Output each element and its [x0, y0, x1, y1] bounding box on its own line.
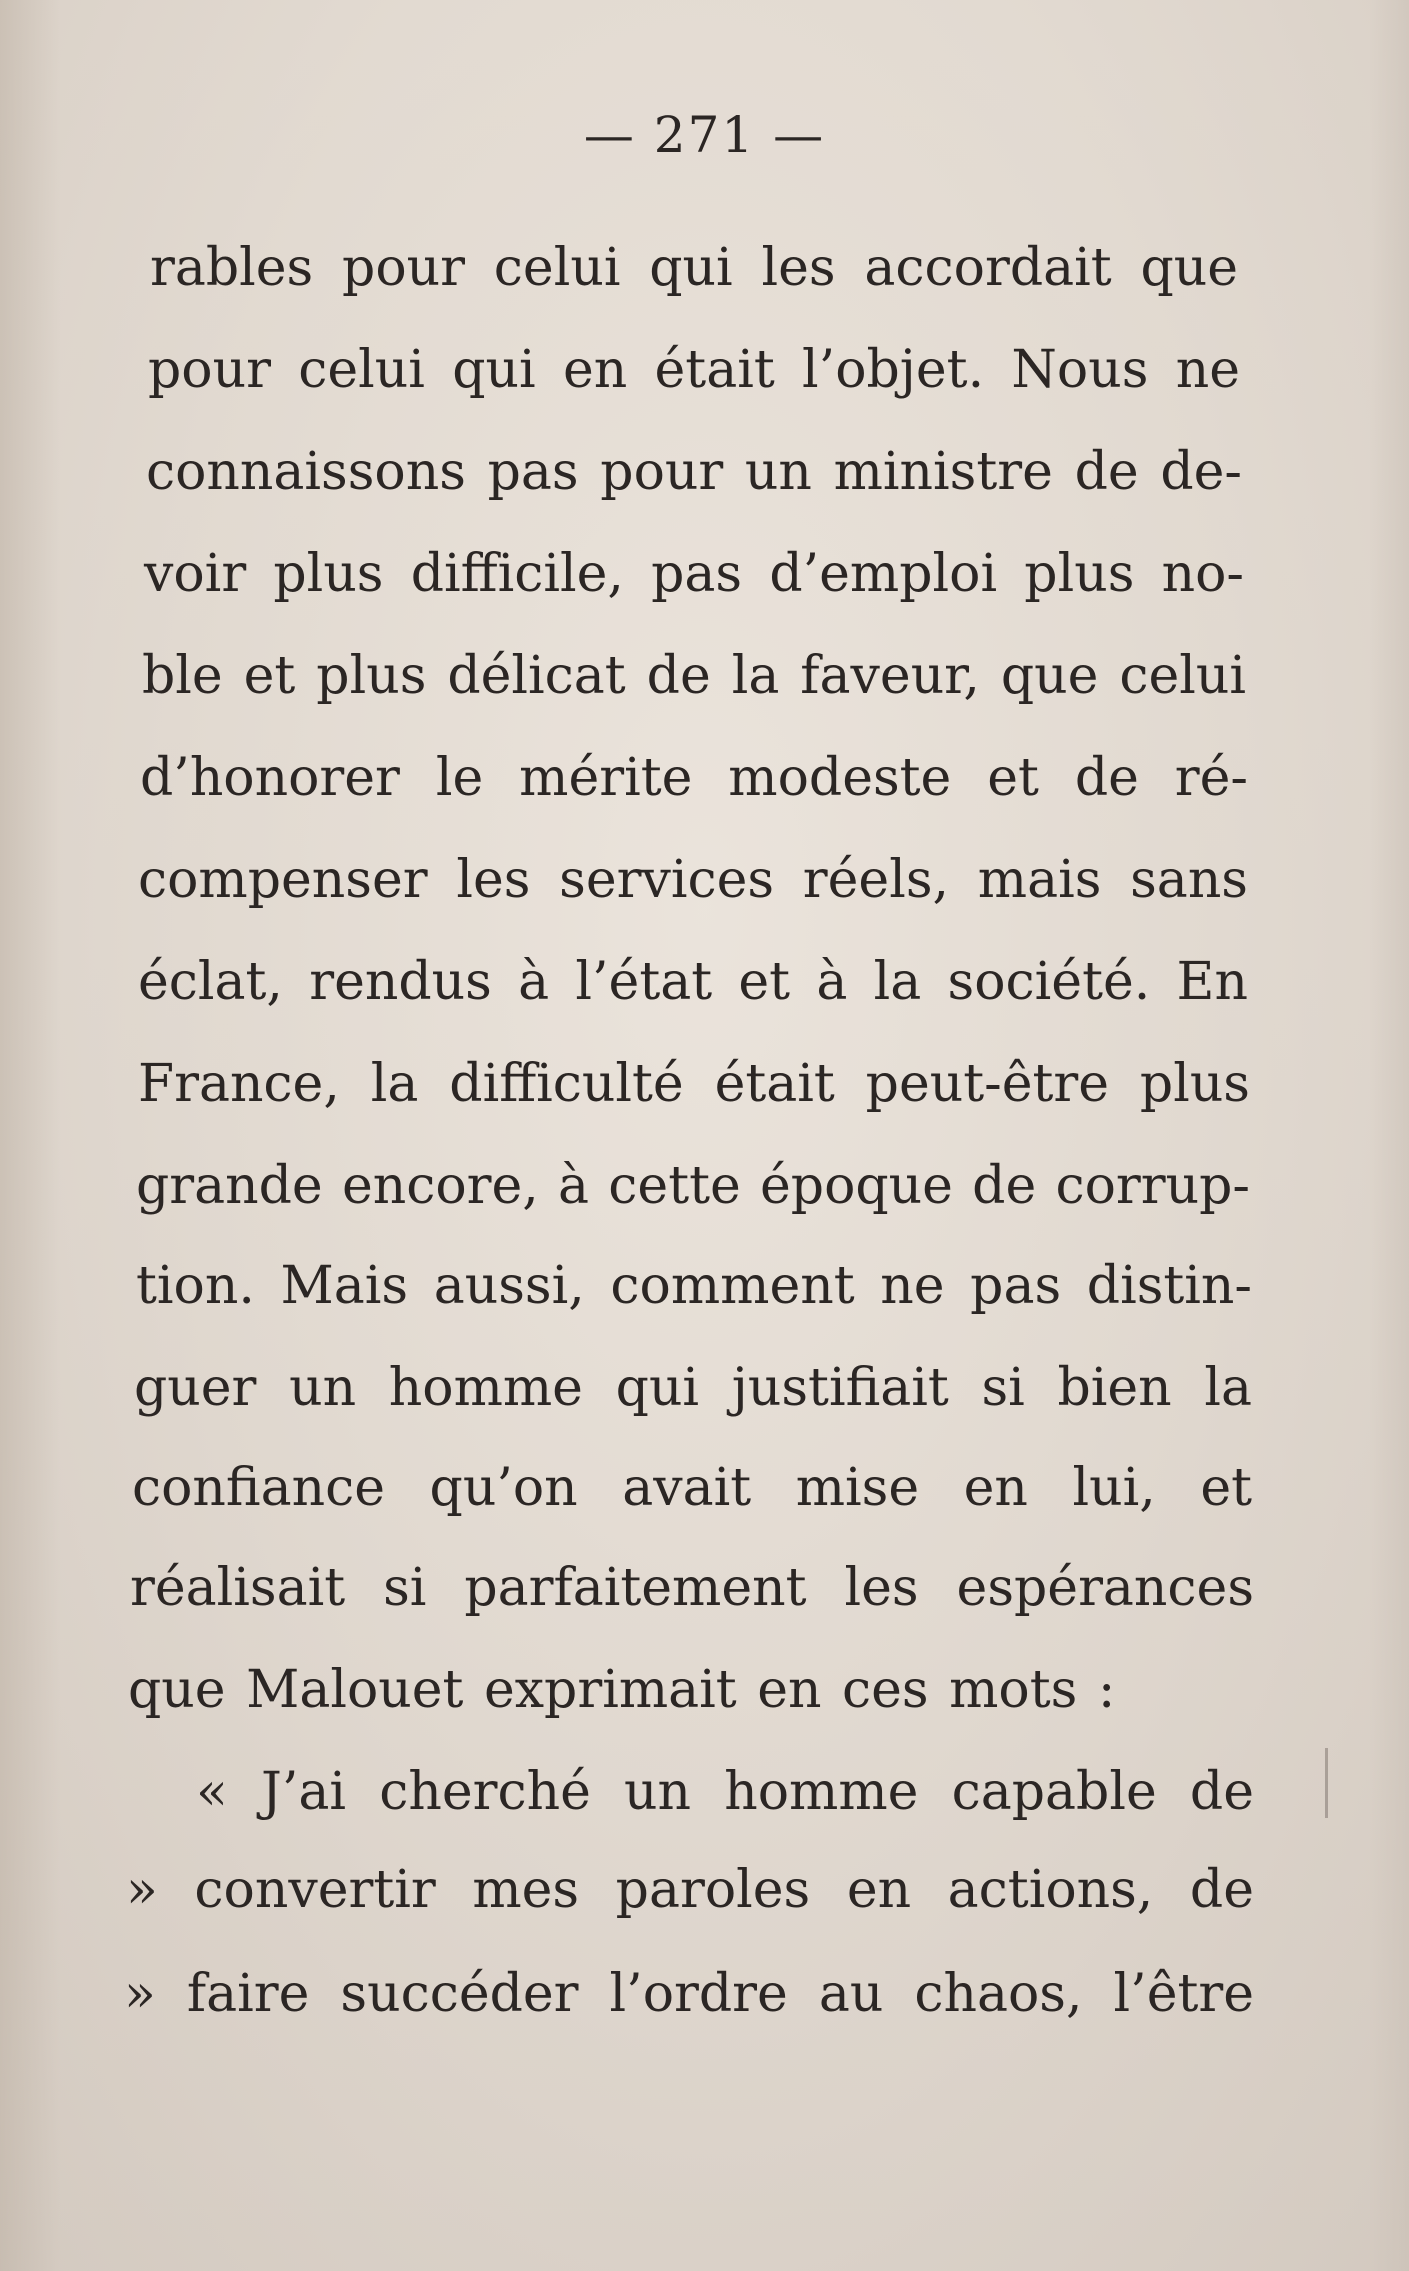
- text-line: d’honorer le mérite modeste et de ré-: [140, 748, 1248, 808]
- text-line: » faire succéder l’ordre au chaos, l’être: [124, 1964, 1254, 2024]
- text-line: « J’ai cherché un homme capable de: [196, 1762, 1254, 1822]
- text-line: compenser les services réels, mais sans: [138, 850, 1248, 910]
- text-line: confiance qu’on avait mise en lui, et: [132, 1458, 1252, 1518]
- page-number: — 271 —: [583, 106, 826, 164]
- text-line: guer un homme qui justifiait si bien la: [134, 1358, 1252, 1418]
- text-line: éclat, rendus à l’état et à la société. En: [138, 952, 1248, 1012]
- text-line: » convertir mes paroles en actions, de: [126, 1860, 1254, 1920]
- text-line: pour celui qui en était l’objet. Nous ne: [148, 340, 1240, 400]
- text-line: ble et plus délicat de la faveur, que celui: [142, 646, 1246, 706]
- text-line: que Malouet exprimait en ces mots :: [128, 1660, 1116, 1720]
- margin-mark: [1325, 1748, 1328, 1818]
- text-line: tion. Mais aussi, comment ne pas distin-: [136, 1256, 1252, 1316]
- text-line: connaissons pas pour un ministre de de-: [146, 442, 1242, 502]
- text-line: rables pour celui qui les accordait que: [150, 238, 1238, 298]
- text-line: voir plus difficile, pas d’emploi plus no-: [144, 544, 1244, 604]
- text-line: réalisait si parfaitement les espérances: [130, 1558, 1254, 1618]
- text-line: grande encore, à cette époque de corrup-: [136, 1156, 1250, 1216]
- text-line: France, la difficulté était peut-être plus: [138, 1054, 1250, 1114]
